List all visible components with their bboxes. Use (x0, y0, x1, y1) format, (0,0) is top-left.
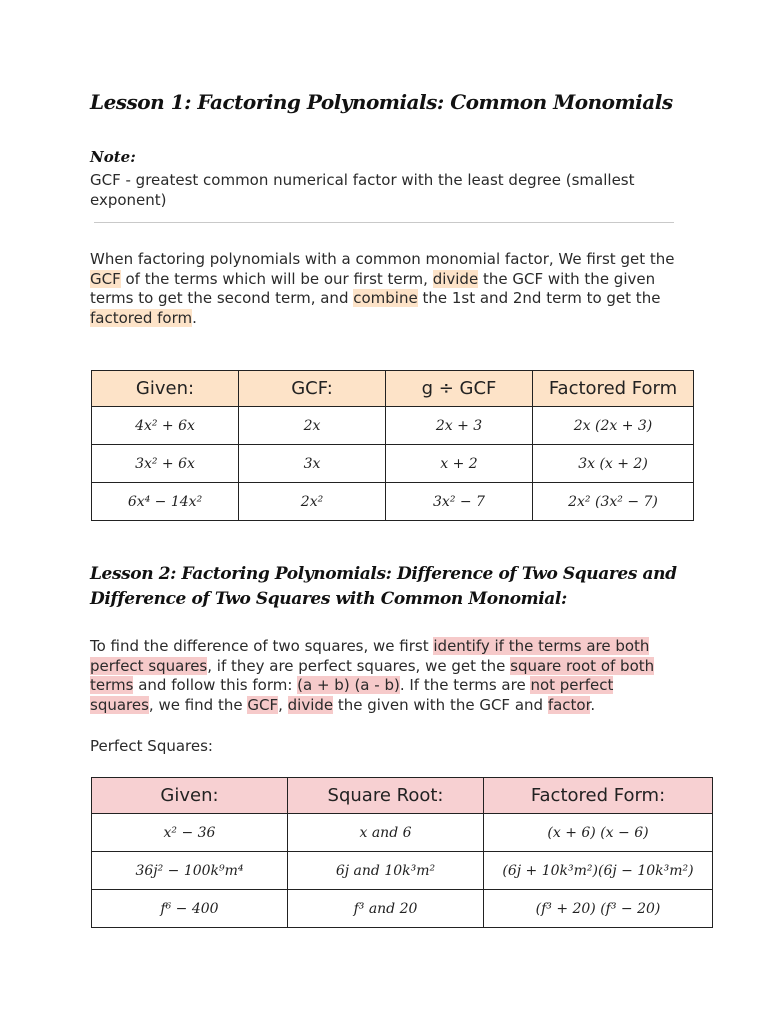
table-cell: 36j² − 100k⁹m⁴ (92, 852, 288, 890)
table-cell: 2x (2x + 3) (533, 407, 694, 445)
table-row (92, 445, 694, 483)
text-run: the GCF with the given terms to get the second term, and (90, 269, 656, 308)
table-cell: f³ and 20 (288, 890, 484, 928)
table-row (92, 407, 694, 445)
text-run: of the terms which will be our first term, (120, 269, 433, 288)
header-gcf: GCF: (239, 371, 386, 407)
table-cell: 6x⁴ − 14x² (92, 483, 239, 521)
lesson2-table (91, 777, 713, 928)
table-cell: x + 2 (386, 445, 533, 483)
text-run: and follow this form: (133, 676, 298, 695)
table-cell: (f³ + 20) (f³ − 20) (484, 890, 713, 928)
note-label: Note: (90, 148, 136, 166)
header-factored-form: Factored Form (533, 371, 694, 407)
table-row (92, 483, 694, 521)
table-cell: 2x + 3 (386, 407, 533, 445)
text-run: When factoring polynomials with a common monomial factor, We first get the (90, 250, 675, 268)
table-cell: f⁶ − 400 (92, 890, 288, 928)
text-run: , we find the (148, 695, 248, 714)
note-text: GCF - greatest common numerical factor with the least degree (smallest exponent) (90, 171, 635, 209)
lesson1-title: Lesson 1: Factoring Polynomials: Common Monomials (90, 90, 673, 114)
table-row (92, 814, 713, 852)
table-header-row (92, 371, 694, 407)
perfect-squares-label: Perfect Squares: (90, 737, 213, 755)
highlighted-text: not perfect squares (90, 676, 614, 714)
text-run: the 1st and 2nd term to get the (417, 289, 661, 308)
table-cell: 3x (239, 445, 386, 483)
table-row (92, 890, 713, 928)
text-run: , (278, 695, 288, 714)
text-run: To find the difference of two squares, we first (90, 637, 434, 655)
highlighted-text: GCF (90, 269, 121, 288)
table-cell: 2x² (3x² − 7) (533, 483, 694, 521)
text-run: . (590, 695, 596, 714)
table-cell: 3x² + 6x (92, 445, 239, 483)
highlighted-text: divide (287, 695, 334, 714)
table-cell: 3x² − 7 (386, 483, 533, 521)
header-given: Given: (92, 371, 239, 407)
text-run: . (192, 308, 197, 327)
header-factored-form: Factored Form: (484, 778, 713, 814)
table-header-row (92, 778, 713, 814)
lesson1-paragraph (90, 250, 680, 328)
highlighted-text: GCF (247, 695, 279, 714)
lesson1-table (91, 370, 694, 521)
table-row (92, 852, 713, 890)
highlighted-text: factored form (90, 308, 193, 327)
lesson2-paragraph (90, 637, 680, 715)
table-cell: (x + 6) (x − 6) (484, 814, 713, 852)
table-cell: 2x (239, 407, 386, 445)
header-given: Given: (92, 778, 288, 814)
table-cell: 3x (x + 2) (533, 445, 694, 483)
table-cell: x² − 36 (92, 814, 288, 852)
text-run: . If the terms are (399, 676, 531, 695)
highlighted-text: square root of both terms (90, 656, 655, 695)
highlighted-text: combine (353, 289, 418, 308)
divider (94, 222, 674, 223)
header-g-div-gcf: g ÷ GCF (386, 371, 533, 407)
highlighted-text: divide (432, 269, 479, 288)
table-cell: (6j + 10k³m²)(6j − 10k³m²) (484, 852, 713, 890)
highlighted-text: identify if the terms are both perfect squares (90, 637, 650, 675)
text-run: the given with the GCF and (333, 695, 548, 714)
table-cell: x and 6 (288, 814, 484, 852)
table-cell: 2x² (239, 483, 386, 521)
lesson2-title: Lesson 2: Factoring Polynomials: Difference of Two Squares and Difference of Two Squares with Common Monomial: (90, 564, 677, 609)
table-cell: 4x² + 6x (92, 407, 239, 445)
highlighted-text: factor (547, 695, 591, 714)
header-square-root: Square Root: (288, 778, 484, 814)
highlighted-text: (a + b) (a - b) (297, 676, 400, 695)
text-run: , if they are perfect squares, we get the (207, 656, 511, 675)
table-cell: 6j and 10k³m² (288, 852, 484, 890)
